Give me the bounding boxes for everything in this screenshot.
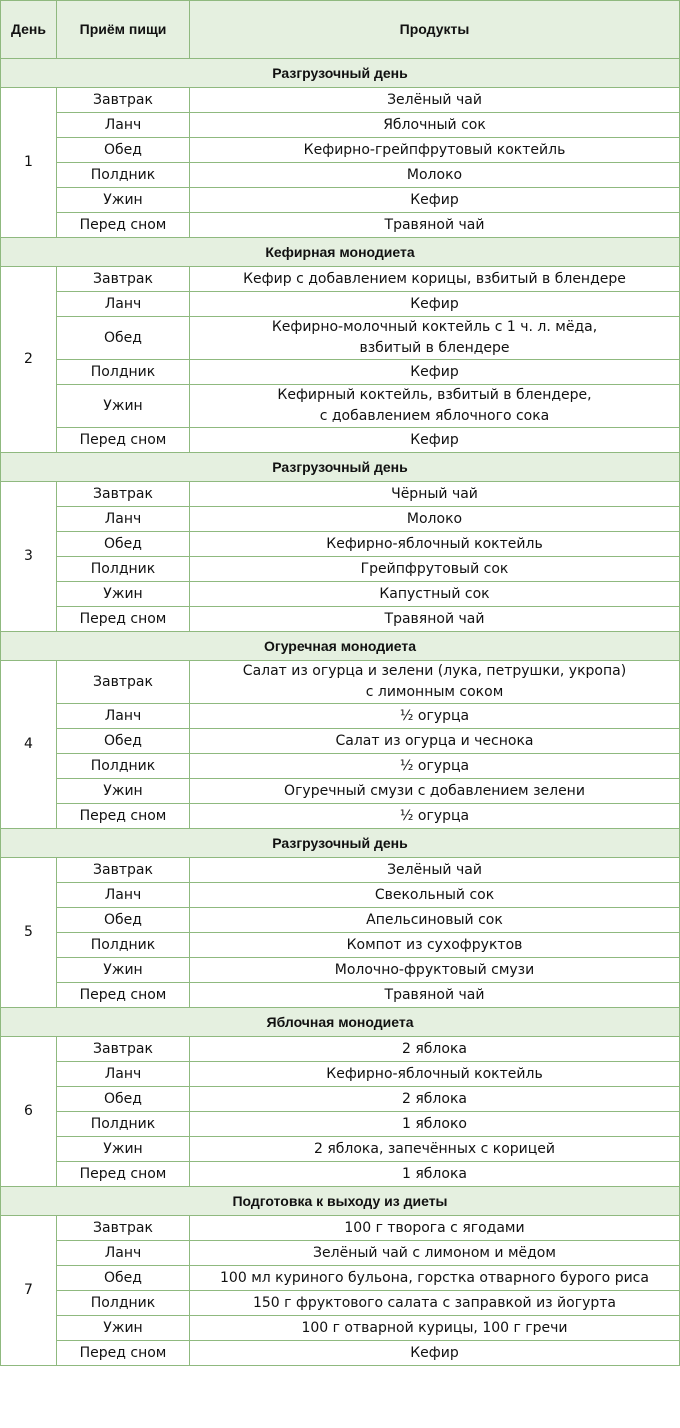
table-row — [1, 317, 680, 360]
meal-name: Ужин — [57, 582, 190, 607]
meal-products: Чёрный чай — [190, 482, 680, 507]
meal-name: Ланч — [57, 704, 190, 729]
day-number: 5 — [1, 858, 57, 1008]
meal-products: 1 яблока — [190, 1162, 680, 1187]
meal-products: Огуречный смузи с добавлением зелени — [190, 779, 680, 804]
meal-name: Полдник — [57, 163, 190, 188]
section-title: Разгрузочный день — [1, 453, 680, 482]
meal-products: Зелёный чай — [190, 88, 680, 113]
table-row — [1, 1241, 680, 1266]
meal-name: Ланч — [57, 292, 190, 317]
meal-name: Ужин — [57, 779, 190, 804]
table-row — [1, 385, 680, 428]
meal-name: Полдник — [57, 933, 190, 958]
section-title: Яблочная монодиета — [1, 1008, 680, 1037]
meal-name: Завтрак — [57, 267, 190, 292]
meal-name: Ужин — [57, 958, 190, 983]
meal-products: Кефирный коктейль, взбитый в блендере, с добавлением яблочного сока — [190, 385, 680, 428]
table-row — [1, 1062, 680, 1087]
meal-products: Травяной чай — [190, 607, 680, 632]
meal-name: Завтрак — [57, 1037, 190, 1062]
meal-products: Зелёный чай — [190, 858, 680, 883]
meal-name: Завтрак — [57, 1216, 190, 1241]
meal-name: Полдник — [57, 754, 190, 779]
section-title: Разгрузочный день — [1, 59, 680, 88]
table-row — [1, 557, 680, 582]
table-row — [1, 661, 680, 704]
table-row — [1, 1341, 680, 1366]
header-row — [1, 1, 680, 59]
meal-name: Перед сном — [57, 1341, 190, 1366]
meal-name: Обед — [57, 908, 190, 933]
meal-name: Ужин — [57, 188, 190, 213]
meal-name: Ланч — [57, 1062, 190, 1087]
table-row — [1, 804, 680, 829]
meal-products: ½ огурца — [190, 804, 680, 829]
meal-products: Компот из сухофруктов — [190, 933, 680, 958]
meal-name: Обед — [57, 1266, 190, 1291]
table-row — [1, 754, 680, 779]
table-row — [1, 1291, 680, 1316]
header-day: День — [1, 1, 57, 59]
table-row — [1, 1162, 680, 1187]
meal-products: Травяной чай — [190, 213, 680, 238]
day-number: 1 — [1, 88, 57, 238]
meal-products: 2 яблока, запечённых с корицей — [190, 1137, 680, 1162]
meal-products: Кефир — [190, 292, 680, 317]
meal-products: Травяной чай — [190, 983, 680, 1008]
section-title: Огуречная монодиета — [1, 632, 680, 661]
meal-products: Грейпфрутовый сок — [190, 557, 680, 582]
meal-name: Завтрак — [57, 88, 190, 113]
section-row — [1, 238, 680, 267]
meal-name: Ланч — [57, 1241, 190, 1266]
table-row — [1, 507, 680, 532]
meal-name: Перед сном — [57, 983, 190, 1008]
meal-products: 2 яблока — [190, 1037, 680, 1062]
table-row — [1, 532, 680, 557]
meal-name: Ужин — [57, 385, 190, 428]
meal-products: 150 г фруктового салата с заправкой из йогурта — [190, 1291, 680, 1316]
section-row — [1, 453, 680, 482]
meal-name: Перед сном — [57, 213, 190, 238]
meal-name: Полдник — [57, 360, 190, 385]
section-row — [1, 59, 680, 88]
meal-products: Кефир с добавлением корицы, взбитый в блендере — [190, 267, 680, 292]
meal-name: Перед сном — [57, 607, 190, 632]
table-body — [1, 59, 680, 1366]
meal-products: Салат из огурца и зелени (лука, петрушки, укропа) с лимонным соком — [190, 661, 680, 704]
table-row — [1, 1266, 680, 1291]
table-row — [1, 1216, 680, 1241]
meal-name: Перед сном — [57, 428, 190, 453]
meal-products: Салат из огурца и чеснока — [190, 729, 680, 754]
day-number: 7 — [1, 1216, 57, 1366]
table-row — [1, 582, 680, 607]
meal-products: 100 г отварной курицы, 100 г гречи — [190, 1316, 680, 1341]
meal-name: Завтрак — [57, 482, 190, 507]
table-row — [1, 1137, 680, 1162]
meal-name: Полдник — [57, 1291, 190, 1316]
meal-name: Завтрак — [57, 661, 190, 704]
day-number: 3 — [1, 482, 57, 632]
table-row — [1, 933, 680, 958]
table-row — [1, 1316, 680, 1341]
meal-products: Апельсиновый сок — [190, 908, 680, 933]
meal-products: Кефирно-молочный коктейль с 1 ч. л. мёда, взбитый в блендере — [190, 317, 680, 360]
meal-products: 2 яблока — [190, 1087, 680, 1112]
meal-products: Капустный сок — [190, 582, 680, 607]
meal-products: 100 г творога с ягодами — [190, 1216, 680, 1241]
meal-name: Обед — [57, 1087, 190, 1112]
meal-products: Зелёный чай с лимоном и мёдом — [190, 1241, 680, 1266]
table-row — [1, 163, 680, 188]
table-row — [1, 292, 680, 317]
meal-products: Кефир — [190, 360, 680, 385]
table-row — [1, 113, 680, 138]
day-number: 4 — [1, 661, 57, 829]
meal-name: Ланч — [57, 507, 190, 532]
meal-name: Перед сном — [57, 1162, 190, 1187]
table-row — [1, 704, 680, 729]
table-row — [1, 1037, 680, 1062]
meal-products: Кефир — [190, 1341, 680, 1366]
table-row — [1, 908, 680, 933]
meal-products: 1 яблоко — [190, 1112, 680, 1137]
meal-products: Свекольный сок — [190, 883, 680, 908]
day-number: 6 — [1, 1037, 57, 1187]
table-row — [1, 213, 680, 238]
meal-products: Молоко — [190, 163, 680, 188]
meal-name: Ужин — [57, 1137, 190, 1162]
section-row — [1, 829, 680, 858]
meal-name: Ланч — [57, 883, 190, 908]
meal-name: Ужин — [57, 1316, 190, 1341]
header-meal: Приём пищи — [57, 1, 190, 59]
meal-products: ½ огурца — [190, 754, 680, 779]
section-title: Кефирная монодиета — [1, 238, 680, 267]
section-row — [1, 632, 680, 661]
section-title: Подготовка к выходу из диеты — [1, 1187, 680, 1216]
meal-name: Обед — [57, 138, 190, 163]
meal-products: Кефир — [190, 188, 680, 213]
day-number: 2 — [1, 267, 57, 453]
meal-products: 100 мл куриного бульона, горстка отварного бурого риса — [190, 1266, 680, 1291]
meal-name: Завтрак — [57, 858, 190, 883]
table-row — [1, 729, 680, 754]
meal-products: Кефирно-яблочный коктейль — [190, 532, 680, 557]
meal-products: Кефир — [190, 428, 680, 453]
table-row — [1, 858, 680, 883]
section-row — [1, 1008, 680, 1037]
table-row — [1, 1087, 680, 1112]
table-row — [1, 983, 680, 1008]
meal-name: Ланч — [57, 113, 190, 138]
section-row — [1, 1187, 680, 1216]
meal-products: Кефирно-грейпфрутовый коктейль — [190, 138, 680, 163]
meal-name: Полдник — [57, 1112, 190, 1137]
table-row — [1, 883, 680, 908]
table-row — [1, 88, 680, 113]
section-title: Разгрузочный день — [1, 829, 680, 858]
meal-name: Перед сном — [57, 804, 190, 829]
meal-name: Обед — [57, 729, 190, 754]
table-row — [1, 428, 680, 453]
meal-products: Кефирно-яблочный коктейль — [190, 1062, 680, 1087]
table-row — [1, 360, 680, 385]
table-row — [1, 607, 680, 632]
table-row — [1, 138, 680, 163]
meal-name: Полдник — [57, 557, 190, 582]
meal-name: Обед — [57, 532, 190, 557]
table-row — [1, 958, 680, 983]
table-row — [1, 779, 680, 804]
meal-products: Молочно-фруктовый смузи — [190, 958, 680, 983]
table-row — [1, 188, 680, 213]
header-products: Продукты — [190, 1, 680, 59]
meal-name: Обед — [57, 317, 190, 360]
meal-products: Яблочный сок — [190, 113, 680, 138]
meal-products: Молоко — [190, 507, 680, 532]
table-row — [1, 267, 680, 292]
meal-products: ½ огурца — [190, 704, 680, 729]
table-row — [1, 1112, 680, 1137]
table-row — [1, 482, 680, 507]
